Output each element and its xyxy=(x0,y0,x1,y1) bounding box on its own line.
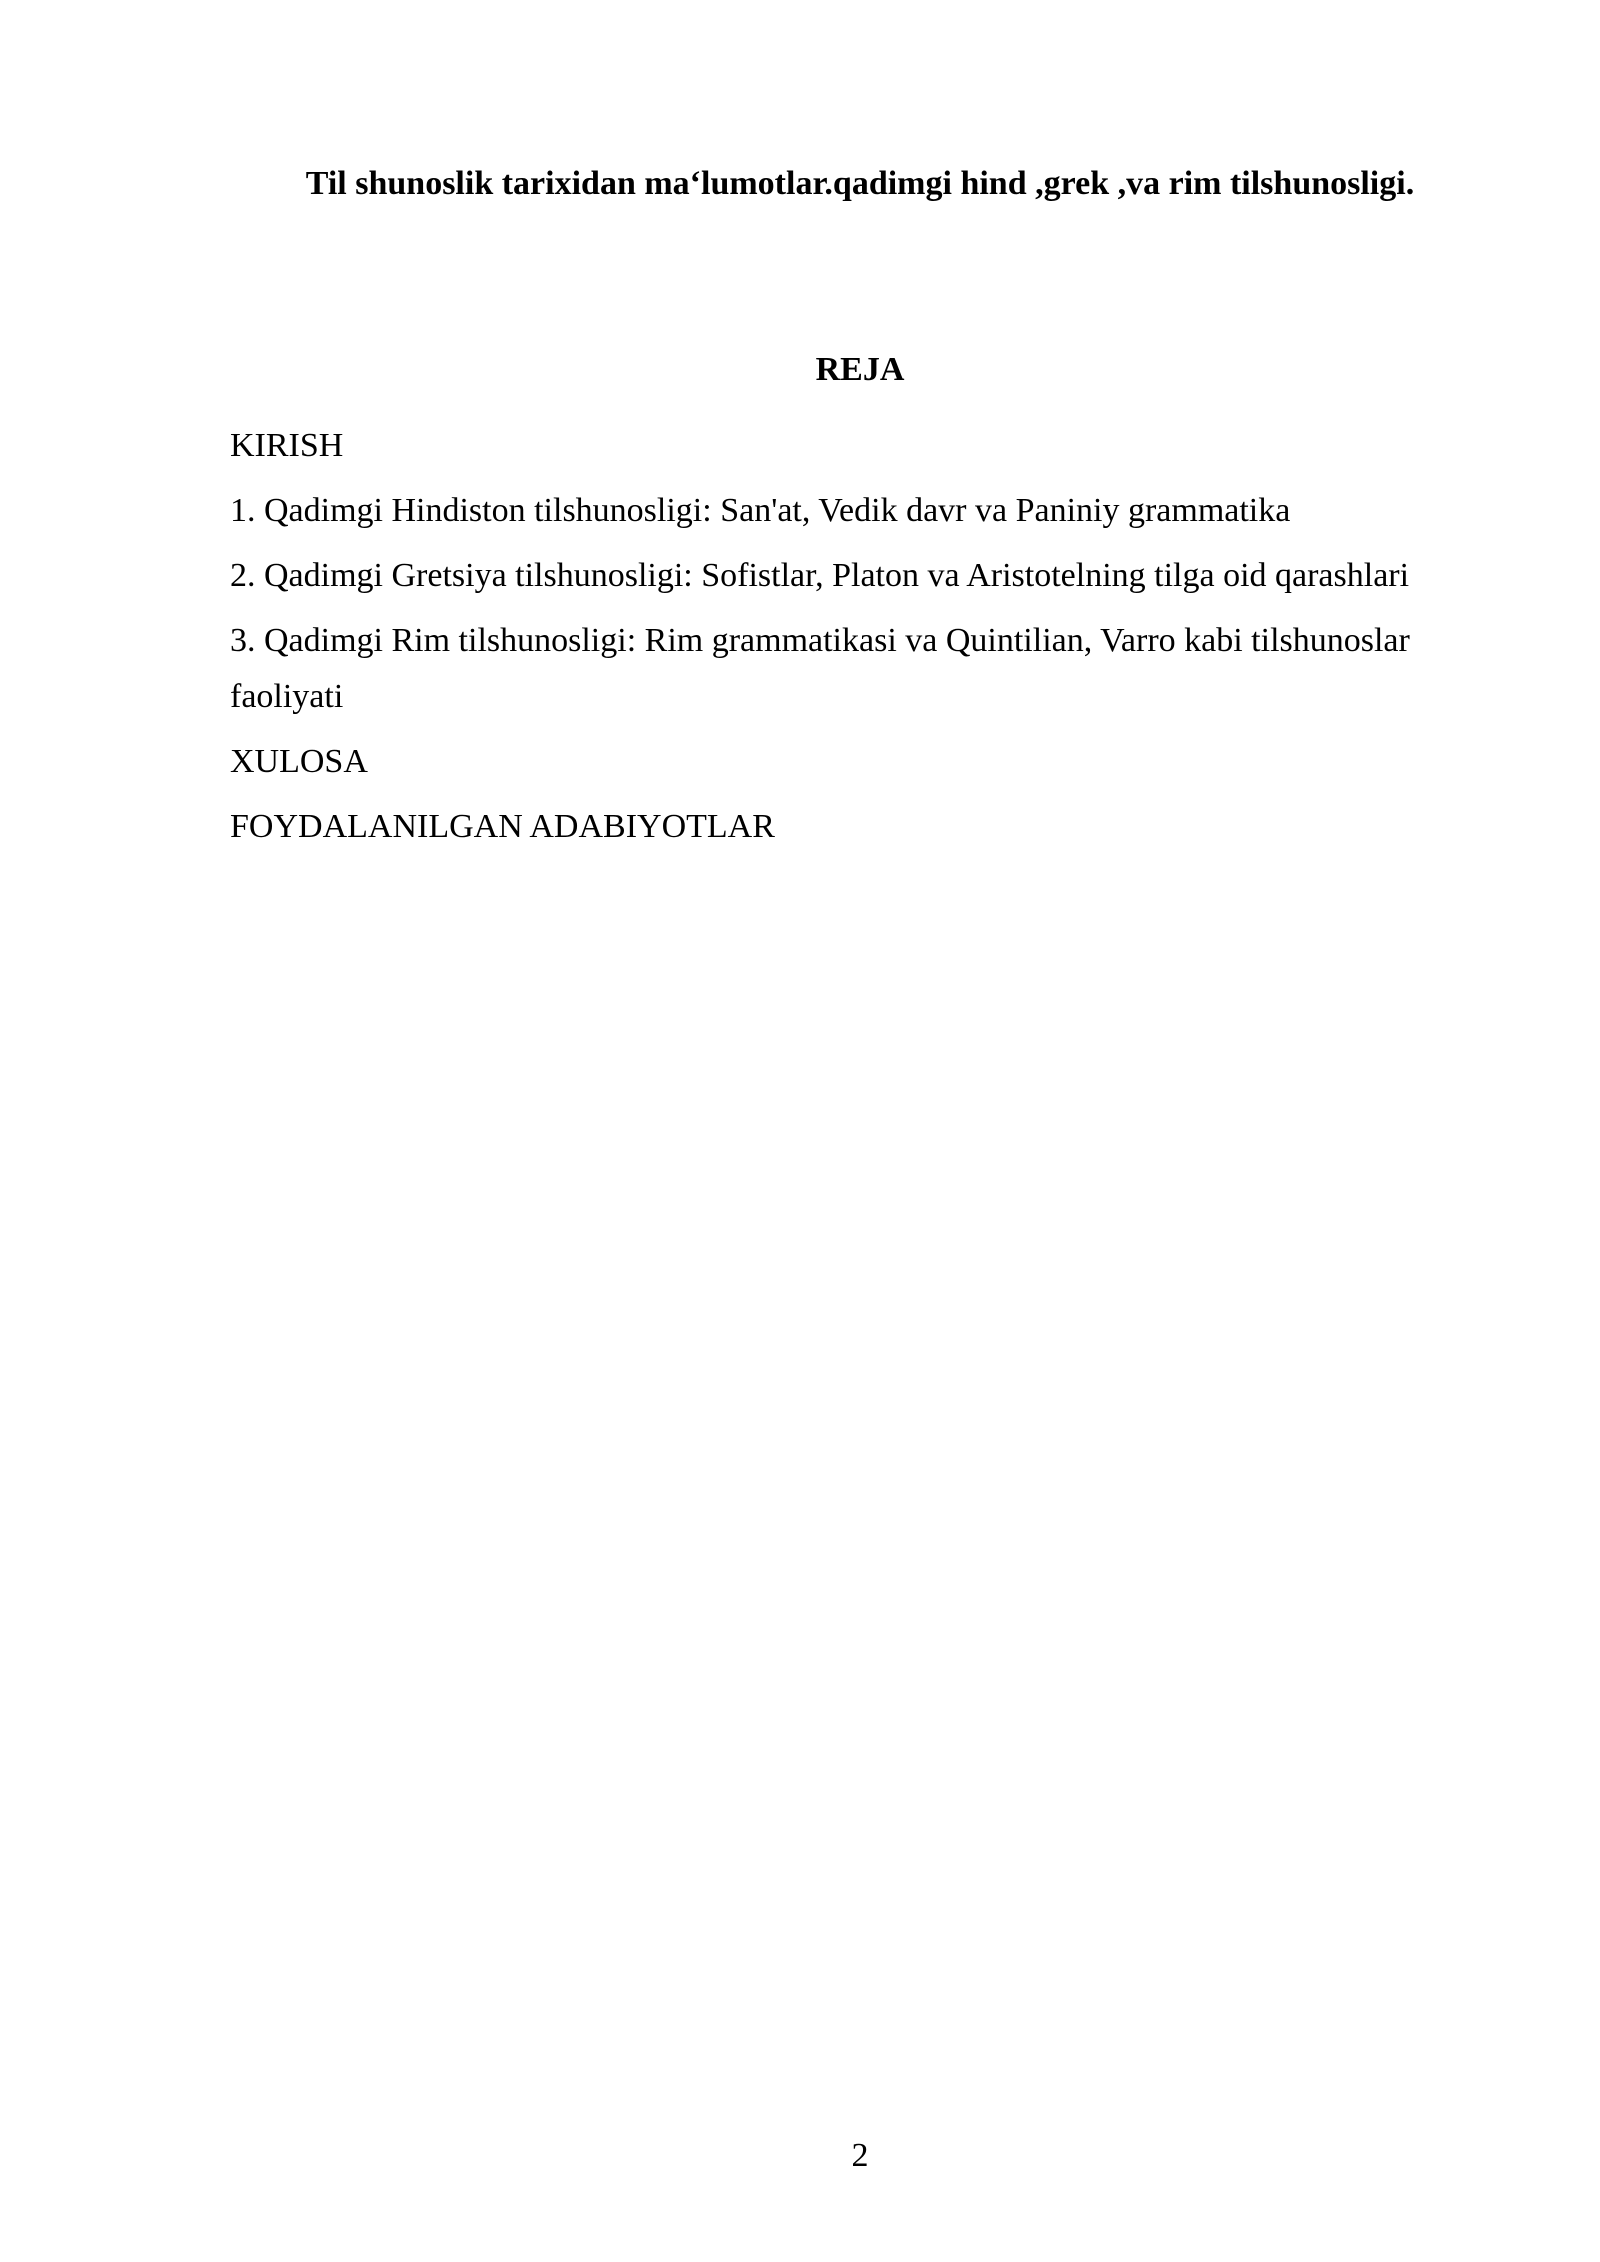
document-title: Til shunoslik tarixidan ma‘lumotlar.qadimgi hind ,grek ,va rim tilshunosligi. xyxy=(305,165,1415,202)
plan-item-conclusion: XULOSA xyxy=(230,743,368,780)
plan-list xyxy=(230,418,1430,864)
plan-heading: REJA xyxy=(815,351,905,388)
plan-item-ancient-rome: 3. Qadimgi Rim tilshunosligi: Rim grammatikasi va Quintilian, Varro kabi tilshunoslar faoliyati xyxy=(230,622,1410,715)
plan-item-ancient-india: 1. Qadimgi Hindiston tilshunosligi: San'at, Vedik davr va Paniniy grammatika xyxy=(230,492,1291,529)
page-number: 2 xyxy=(851,2137,869,2174)
plan-item-introduction: KIRISH xyxy=(230,427,344,464)
plan-item-references: FOYDALANILGAN ADABIYOTLAR xyxy=(230,808,775,845)
plan-item-ancient-greece: 2. Qadimgi Gretsiya tilshunosligi: Sofistlar, Platon va Aristotelning tilga oid qarashlari xyxy=(230,557,1410,594)
